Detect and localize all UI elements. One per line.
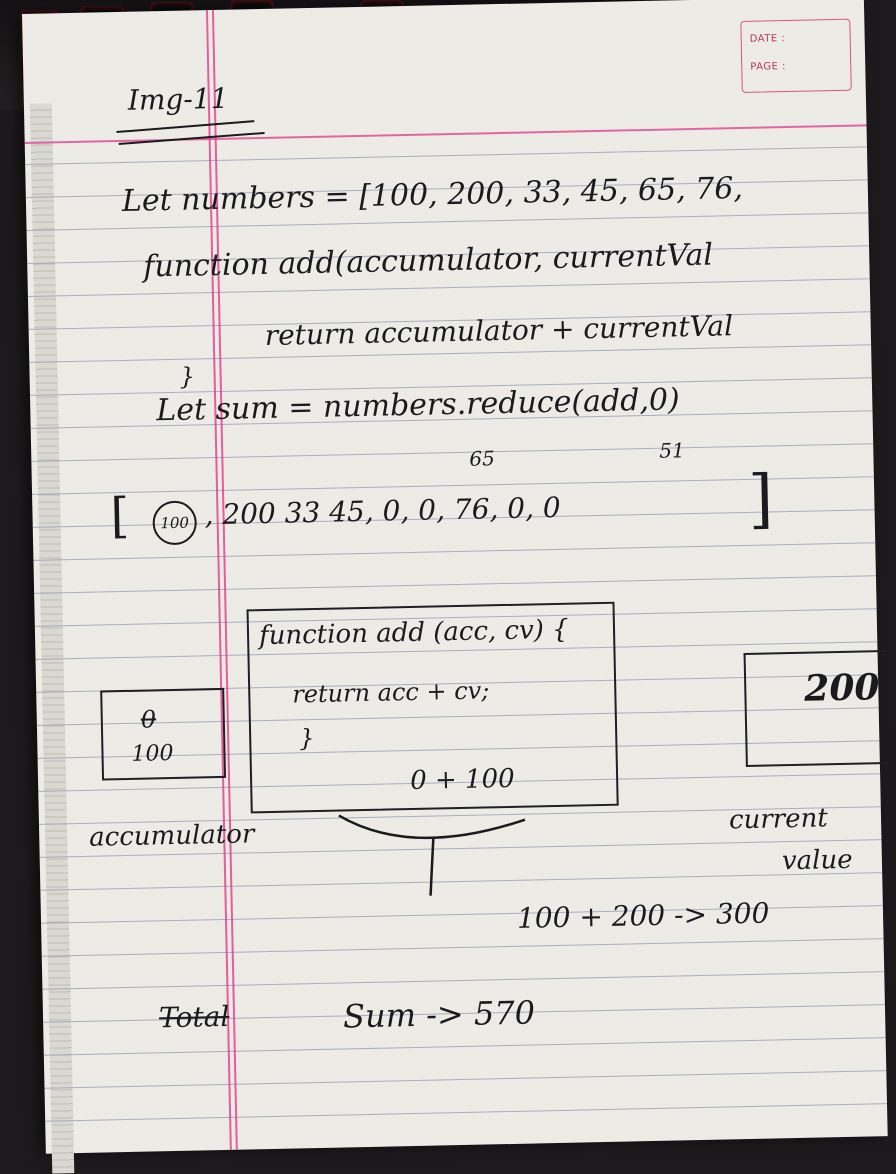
- function-box-line2: return acc + cv;: [292, 676, 490, 709]
- handwritten-strokes: [22, 0, 888, 1154]
- function-box-line3: }: [298, 724, 315, 753]
- accumulator-old-value: 0: [140, 705, 157, 734]
- total-struck: Total: [158, 999, 230, 1035]
- note-brace-close: }: [179, 362, 196, 391]
- merge-arrow-stem: [429, 838, 434, 896]
- current-value: 200: [803, 666, 880, 710]
- result-line: 100 + 200 -> 300: [516, 896, 770, 935]
- title-underline-1: [116, 121, 254, 132]
- annotation-51: 51: [659, 438, 685, 463]
- accumulator-label: accumulator: [88, 819, 255, 853]
- current-label-1: current: [728, 803, 829, 836]
- array-first-circled: 100: [152, 500, 197, 545]
- note-line-return: return accumulator + currentVal: [264, 309, 734, 352]
- accumulator-value: 100: [131, 740, 174, 767]
- array-open-bracket: [: [109, 487, 130, 545]
- date-label: DATE :: [749, 33, 786, 45]
- annotation-65: 65: [469, 446, 496, 471]
- current-label-2: value: [781, 844, 853, 877]
- merge-arrow-curve: [339, 812, 525, 840]
- note-line-sum: Let sum = numbers.reduce(add,0): [155, 382, 681, 429]
- array-close-bracket: ]: [747, 462, 775, 537]
- page-label: PAGE :: [750, 61, 787, 73]
- array-rest: , 200 33 45, 0, 0, 76, 0, 0: [204, 490, 561, 532]
- note-title: Img-11: [127, 81, 229, 117]
- function-box-calc: 0 + 100: [409, 763, 515, 797]
- function-box-line1: function add (acc, cv) {: [258, 614, 569, 652]
- note-line-numbers: Let numbers = [100, 200, 33, 45, 65, 76,: [121, 170, 744, 219]
- note-line-function: function add(accumulator, currentVal: [142, 237, 714, 285]
- total-sum-line: Sum -> 570: [342, 993, 536, 1036]
- title-underline-2: [119, 133, 265, 144]
- notebook-page: [22, 0, 888, 1154]
